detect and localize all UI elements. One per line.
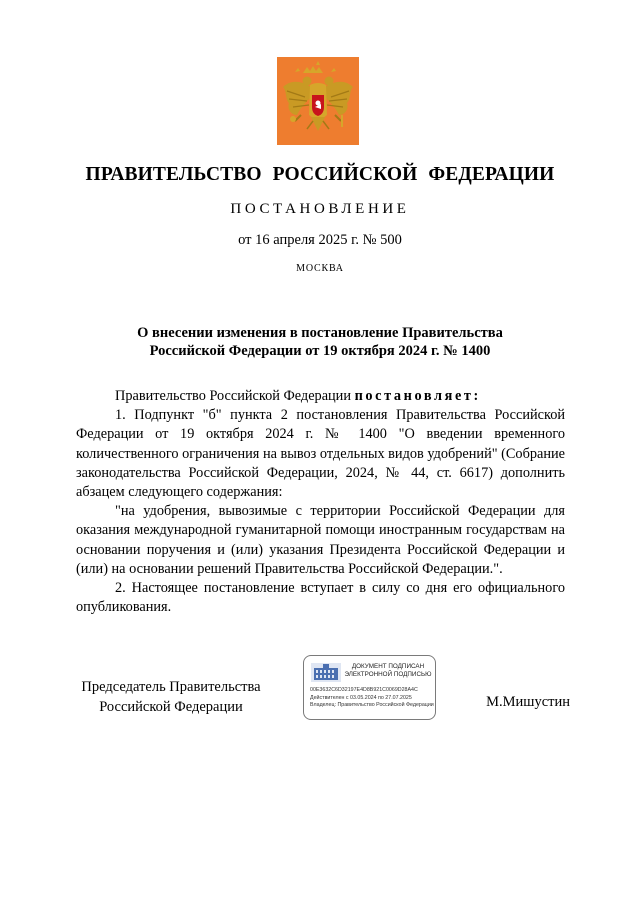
e-signature-heading-line-2: ЭЛЕКТРОННОЙ ПОДПИСЬЮ	[344, 671, 432, 678]
intro-text: Правительство Российской Федерации	[115, 388, 355, 404]
issuing-authority: ПРАВИТЕЛЬСТВО РОССИЙСКОЙ ФЕДЕРАЦИИ	[85, 164, 555, 185]
e-signature-heading-line-1: ДОКУМЕНТ ПОДПИСАН	[351, 663, 425, 670]
subject-line-1: О внесении изменения в постановление Правительства	[137, 325, 503, 341]
subject-line-2: Российской Федерации от 19 октября 2024 г. № 1400	[149, 343, 491, 359]
government-building-icon	[311, 663, 341, 682]
intro-paragraph	[76, 387, 565, 406]
russian-coat-of-arms-icon	[277, 57, 359, 145]
signatory-name: М.Мишустин	[486, 694, 570, 710]
document-date-number: от 16 апреля 2025 г. № 500	[238, 232, 402, 248]
certificate-validity: Действителен с 03.05.2024 по 27.07.2025	[310, 694, 412, 701]
e-signature-heading	[342, 663, 434, 679]
paragraph-1: 1. Подпункт "б" пункта 2 постановления Правительства Российской Федерации от 19 октября 2024 г. № 1400 "О введении временного количественного ограничения на вывоз отдельных видов удобрений" (Собрание законодательства Российской Федерации, 2024, № 44, ст. 6617) дополнить абзацем следующего содержания:	[76, 407, 565, 501]
document-subject	[0, 324, 640, 360]
e-signature-details	[310, 687, 435, 710]
signatory-title-line-2: Российской Федерации	[99, 699, 243, 715]
issue-city: МОСКВА	[296, 263, 344, 274]
paragraph-2: 2. Настоящее постановление вступает в силу со дня его официального опубликования.	[76, 580, 565, 616]
document-type: ПОСТАНОВЛЕНИЕ	[230, 201, 410, 217]
electronic-signature-stamp	[303, 655, 436, 720]
signatory-title-line-1: Председатель Правительства	[81, 679, 261, 695]
certificate-number: 00E3632C6D32197E4D8B921C0069D28A4C	[310, 687, 418, 693]
quoted-paragraph: "на удобрения, вывозимые с территории Российской Федерации для оказания международной гуманитарной помощи иностранным государствам на основании поручения и (или) указания Президента Российской Федерации и (или) на основании решений Правительства Российской Федерации.".	[76, 503, 565, 577]
coat-of-arms-emblem	[277, 57, 359, 145]
signatory-title	[60, 677, 282, 717]
intro-verb: постановляет:	[354, 388, 481, 404]
document-body	[76, 387, 565, 617]
certificate-owner: Владелец: Правительство Российской Федерации	[310, 702, 434, 709]
